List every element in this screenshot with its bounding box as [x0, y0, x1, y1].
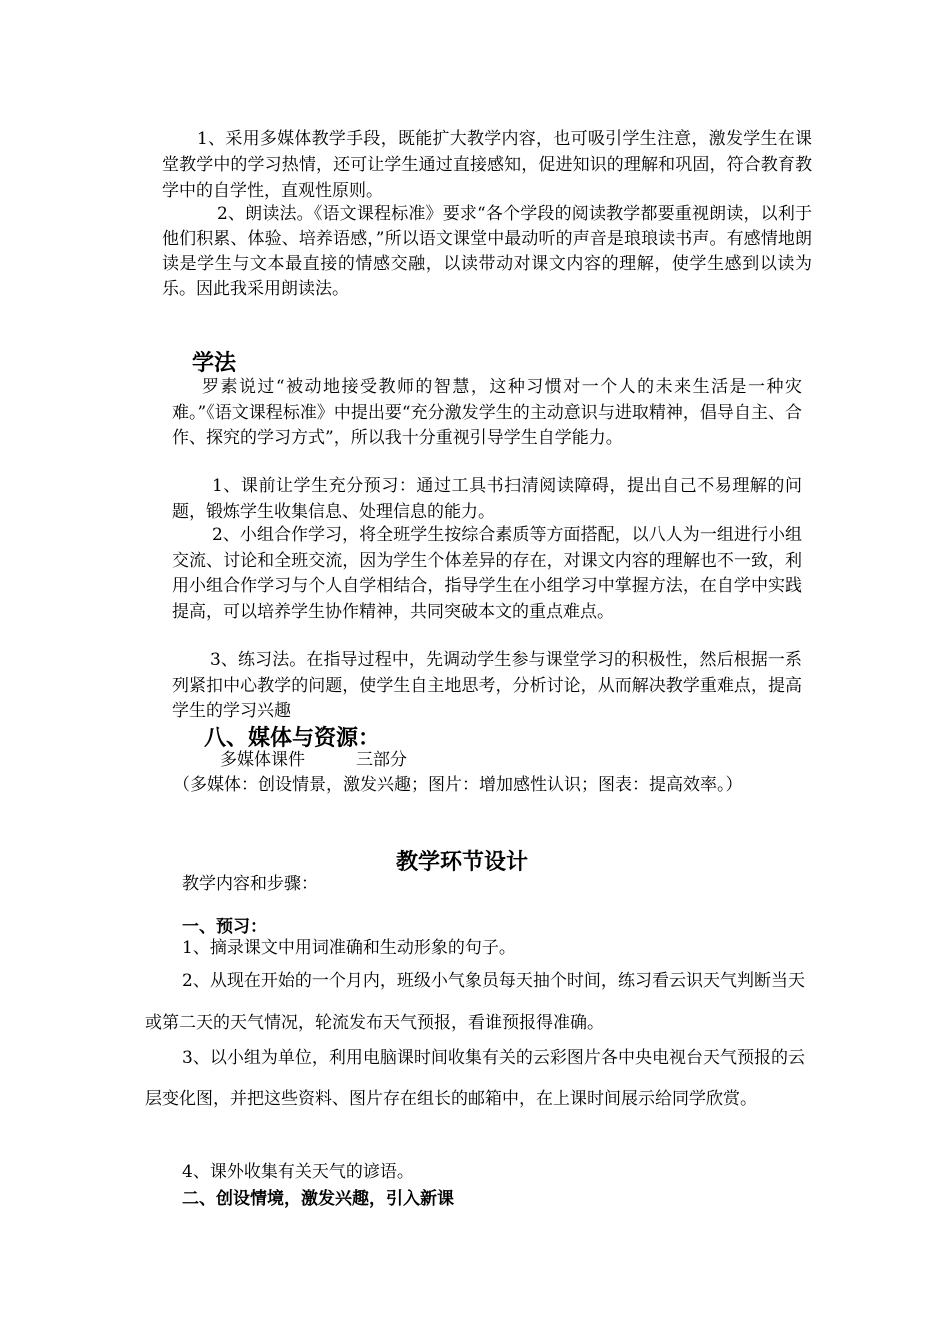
design-title: 教学环节设计 [396, 850, 529, 875]
study-method-item-1: 1、课前让学生充分预习：通过工具书扫清阅读障碍，提出自己不易理解的问题，锻炼学生收集信息、处理信息的能力。 [172, 476, 802, 522]
media-line-2: （多媒体：创设情景，激发兴趣；图片：增加感性认识；图表：提高效率。） [173, 775, 743, 795]
study-method-intro: 罗素说过“被动地接受教师的智慧，这种习惯对一个人的未来生活是一种灾难。”《语文课程标准》中提出要“充分激发学生的主动意识与进取精神，倡导自主、合作、探究的学习方式”，所以我十分重视引导学生自学能力。 [172, 377, 802, 448]
preview-item-3: 3、以小组为单位，利用电脑课时间收集有关的云彩图片各中央电视台天气预报的云层变化图，并把这些资料、图片存在组长的邮箱中，在上课时间展示给同学欣赏。 [145, 1048, 805, 1109]
design-subtitle: 教学内容和步骤： [182, 874, 318, 894]
media-line-1: 多媒体课件 三部分 [220, 750, 407, 770]
study-method-item-2: 2、小组合作学习，将全班学生按综合素质等方面搭配，以八人为一组进行小组交流、讨论和全班交流，因为学生个体差异的存在，对课文内容的理解也不一致，利用小组合作学习与个人自学相结合，指导学生在小组学习中掌握方法，在自学中实践提高，可以培养学生协作精神，共同突破本文的重点难点。 [172, 525, 802, 622]
section-2-heading: 二、创设情境，激发兴趣，引入新课 [182, 1189, 454, 1209]
media-heading: 八、媒体与资源： [204, 726, 381, 751]
method-paragraph-2: 2、朗读法。《语文课程标准》要求“各个学段的阅读教学都要重视朗读，以利于他们积累、体验、培养语感，”所以语文课堂中最动听的声音是琅琅读书声。有感情地朗读是学生与文本最直接的情感交融，以读带动对课文内容的理解，使学生感到以读为乐。因此我采用朗读法。 [162, 204, 812, 299]
preview-item-1: 1、摘录课文中用词准确和生动形象的句子。 [182, 938, 516, 958]
study-method-heading: 学法 [192, 350, 237, 376]
preview-item-2: 2、从现在开始的一个月内，班级小气象员每天抽个时间，练习看云识天气判断当天或第二天的天气情况，轮流发布天气预报，看谁预报得准确。 [145, 971, 805, 1033]
method-paragraph-1: 1、采用多媒体教学手段，既能扩大教学内容，也可吸引学生注意，激发学生在课堂教学中的学习热情，还可让学生通过直接感知，促进知识的理解和巩固，符合教育教学中的自学性，直观性原则。 [162, 129, 812, 201]
study-method-item-3: 3、练习法。在指导过程中，先调动学生参与课堂学习的积极性，然后根据一系列紧扣中心教学的问题，使学生自主地思考，分析讨论，从而解决教学重难点，提高学生的学习兴趣 [172, 650, 802, 721]
preview-item-4: 4、课外收集有关天气的谚语。 [182, 1162, 414, 1182]
preview-heading: 一、预习： [182, 917, 267, 937]
